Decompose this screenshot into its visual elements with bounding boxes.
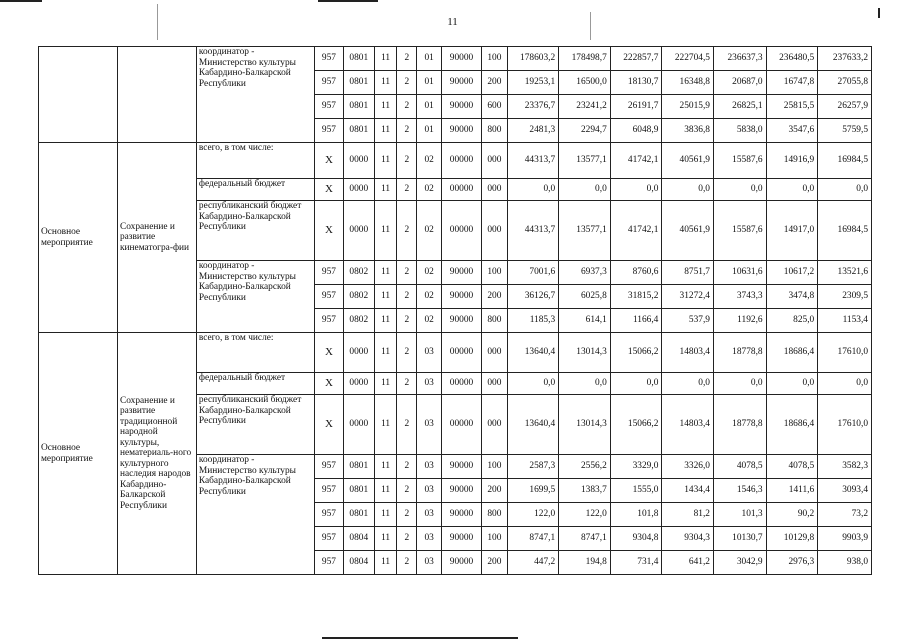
code-cell-pgp: 2	[397, 455, 417, 479]
table-row	[39, 143, 872, 179]
code-cell-gp: 11	[374, 395, 396, 455]
code-cell-gp: 11	[374, 455, 396, 479]
amount-cell: 122,0	[507, 503, 559, 527]
code-cell-vr: 800	[482, 119, 507, 143]
source-label-cell: федеральный бюджет	[196, 179, 314, 201]
code-cell-pgp: 2	[397, 333, 417, 373]
code-cell-nr: 90000	[441, 455, 481, 479]
source-label-cell: координатор - Министерство культуры Кабардино-Балкарской Республики	[196, 47, 314, 143]
code-cell-nr: 90000	[441, 551, 481, 575]
code-cell-vr: 200	[482, 71, 507, 95]
amount-cell: 10631,6	[713, 261, 766, 285]
code-cell-vr: 200	[482, 479, 507, 503]
code-cell-grbs: 957	[315, 503, 343, 527]
amount-cell: 3743,3	[713, 285, 766, 309]
code-cell-vr: 200	[482, 551, 507, 575]
code-cell-om: 03	[417, 527, 441, 551]
code-cell-rzpr: 0000	[343, 143, 374, 179]
code-cell-nr: 00000	[441, 395, 481, 455]
code-cell-gp: 11	[374, 179, 396, 201]
code-cell-pgp: 2	[397, 47, 417, 71]
source-label-cell: республиканский бюджет Кабардино-Балкарской Республики	[196, 201, 314, 261]
amount-cell: 101,8	[610, 503, 662, 527]
amount-cell: 13640,4	[507, 395, 559, 455]
amount-cell: 0,0	[559, 373, 611, 395]
event-name-cell	[117, 47, 196, 143]
code-cell-gp: 11	[374, 201, 396, 261]
budget-table-body	[39, 47, 872, 575]
code-cell-rzpr: 0801	[343, 119, 374, 143]
code-cell-om: 03	[417, 551, 441, 575]
amount-cell: 731,4	[610, 551, 662, 575]
code-cell-pgp: 2	[397, 95, 417, 119]
code-cell-rzpr: 0801	[343, 503, 374, 527]
amount-cell: 6048,9	[610, 119, 662, 143]
amount-cell: 2309,5	[818, 285, 872, 309]
amount-cell: 1166,4	[610, 309, 662, 333]
code-cell-nr: 90000	[441, 309, 481, 333]
amount-cell: 194,8	[559, 551, 611, 575]
budget-table	[38, 46, 872, 575]
code-cell-nr: 90000	[441, 285, 481, 309]
amount-cell: 26257,9	[818, 95, 872, 119]
amount-cell: 1555,0	[610, 479, 662, 503]
amount-cell: 14803,4	[662, 333, 714, 373]
amount-cell: 14916,9	[766, 143, 818, 179]
code-cell-nr: 90000	[441, 95, 481, 119]
amount-cell: 3582,3	[818, 455, 872, 479]
source-label-cell: координатор - Министерство культуры Кабардино-Балкарской Республики	[196, 455, 314, 575]
code-cell-grbs: 957	[315, 47, 343, 71]
amount-cell: 15587,6	[713, 201, 766, 261]
code-cell-rzpr: 0000	[343, 333, 374, 373]
scan-mark-top-center	[318, 0, 378, 2]
amount-cell: 10617,2	[766, 261, 818, 285]
code-cell-om: 03	[417, 479, 441, 503]
code-cell-nr: 90000	[441, 479, 481, 503]
amount-cell: 1546,3	[713, 479, 766, 503]
code-cell-nr: 00000	[441, 333, 481, 373]
code-cell-om: 03	[417, 373, 441, 395]
amount-cell: 0,0	[662, 373, 714, 395]
code-cell-gp: 11	[374, 373, 396, 395]
amount-cell: 14917,0	[766, 201, 818, 261]
code-cell-pgp: 2	[397, 285, 417, 309]
code-cell-grbs: 957	[315, 119, 343, 143]
amount-cell: 3836,8	[662, 119, 714, 143]
code-cell-gp: 11	[374, 503, 396, 527]
event-type-cell	[39, 47, 118, 143]
amount-cell: 13577,1	[559, 143, 611, 179]
code-cell-rzpr: 0801	[343, 479, 374, 503]
amount-cell: 0,0	[766, 373, 818, 395]
amount-cell: 1185,3	[507, 309, 559, 333]
amount-cell: 3042,9	[713, 551, 766, 575]
amount-cell: 0,0	[818, 179, 872, 201]
code-cell-vr: 000	[482, 395, 507, 455]
code-cell-gp: 11	[374, 261, 396, 285]
amount-cell: 825,0	[766, 309, 818, 333]
amount-cell: 90,2	[766, 503, 818, 527]
amount-cell: 0,0	[610, 373, 662, 395]
code-cell-om: 02	[417, 201, 441, 261]
amount-cell: 27055,8	[818, 71, 872, 95]
scan-mark-center-vertical	[590, 12, 591, 40]
amount-cell: 8751,7	[662, 261, 714, 285]
code-cell-grbs: 957	[315, 309, 343, 333]
code-cell-grbs: 957	[315, 455, 343, 479]
code-cell-grbs: 957	[315, 261, 343, 285]
amount-cell: 1699,5	[507, 479, 559, 503]
code-cell-gp: 11	[374, 119, 396, 143]
amount-cell: 8747,1	[507, 527, 559, 551]
amount-cell: 447,2	[507, 551, 559, 575]
amount-cell: 41742,1	[610, 143, 662, 179]
code-cell-om: 02	[417, 285, 441, 309]
code-cell-grbs: Х	[315, 373, 343, 395]
amount-cell: 10130,7	[713, 527, 766, 551]
code-cell-om: 02	[417, 179, 441, 201]
amount-cell: 17610,0	[818, 333, 872, 373]
amount-cell: 641,2	[662, 551, 714, 575]
amount-cell: 41742,1	[610, 201, 662, 261]
code-cell-gp: 11	[374, 71, 396, 95]
amount-cell: 18130,7	[610, 71, 662, 95]
code-cell-grbs: Х	[315, 201, 343, 261]
event-name-cell: Сохранение и развитие кинематогра-фии	[117, 143, 196, 333]
amount-cell: 20687,0	[713, 71, 766, 95]
code-cell-grbs: 957	[315, 95, 343, 119]
table-row	[39, 333, 872, 373]
amount-cell: 8760,6	[610, 261, 662, 285]
amount-cell: 1411,6	[766, 479, 818, 503]
amount-cell: 13521,6	[818, 261, 872, 285]
amount-cell: 101,3	[713, 503, 766, 527]
amount-cell: 31815,2	[610, 285, 662, 309]
amount-cell: 16984,5	[818, 143, 872, 179]
code-cell-nr: 00000	[441, 143, 481, 179]
code-cell-grbs: Х	[315, 143, 343, 179]
code-cell-gp: 11	[374, 285, 396, 309]
amount-cell: 4078,5	[713, 455, 766, 479]
code-cell-nr: 90000	[441, 503, 481, 527]
code-cell-gp: 11	[374, 95, 396, 119]
source-label-cell: федеральный бюджет	[196, 373, 314, 395]
amount-cell: 3329,0	[610, 455, 662, 479]
code-cell-gp: 11	[374, 47, 396, 71]
code-cell-gp: 11	[374, 479, 396, 503]
code-cell-pgp: 2	[397, 309, 417, 333]
code-cell-om: 03	[417, 395, 441, 455]
code-cell-grbs: 957	[315, 551, 343, 575]
amount-cell: 36126,7	[507, 285, 559, 309]
amount-cell: 9903,9	[818, 527, 872, 551]
code-cell-vr: 800	[482, 503, 507, 527]
amount-cell: 2556,2	[559, 455, 611, 479]
amount-cell: 222704,5	[662, 47, 714, 71]
code-cell-gp: 11	[374, 143, 396, 179]
amount-cell: 26191,7	[610, 95, 662, 119]
amount-cell: 1192,6	[713, 309, 766, 333]
code-cell-pgp: 2	[397, 527, 417, 551]
page-number: 11	[447, 16, 458, 28]
code-cell-nr: 00000	[441, 373, 481, 395]
amount-cell: 5838,0	[713, 119, 766, 143]
scan-mark-top-left	[0, 0, 42, 2]
code-cell-rzpr: 0000	[343, 179, 374, 201]
amount-cell: 178498,7	[559, 47, 611, 71]
code-cell-vr: 100	[482, 47, 507, 71]
code-cell-rzpr: 0801	[343, 47, 374, 71]
code-cell-nr: 00000	[441, 201, 481, 261]
code-cell-grbs: Х	[315, 179, 343, 201]
amount-cell: 17610,0	[818, 395, 872, 455]
amount-cell: 3547,6	[766, 119, 818, 143]
code-cell-pgp: 2	[397, 373, 417, 395]
code-cell-om: 01	[417, 71, 441, 95]
amount-cell: 1383,7	[559, 479, 611, 503]
amount-cell: 13577,1	[559, 201, 611, 261]
amount-cell: 31272,4	[662, 285, 714, 309]
amount-cell: 537,9	[662, 309, 714, 333]
amount-cell: 40561,9	[662, 143, 714, 179]
event-type-cell: Основное мероприятие	[39, 333, 118, 575]
amount-cell: 0,0	[662, 179, 714, 201]
scan-mark-left-vertical	[157, 4, 158, 40]
amount-cell: 237633,2	[818, 47, 872, 71]
amount-cell: 26825,1	[713, 95, 766, 119]
amount-cell: 4078,5	[766, 455, 818, 479]
amount-cell: 16747,8	[766, 71, 818, 95]
code-cell-om: 01	[417, 119, 441, 143]
amount-cell: 3093,4	[818, 479, 872, 503]
amount-cell: 15587,6	[713, 143, 766, 179]
code-cell-gp: 11	[374, 309, 396, 333]
code-cell-rzpr: 0804	[343, 551, 374, 575]
code-cell-nr: 90000	[441, 119, 481, 143]
code-cell-grbs: 957	[315, 527, 343, 551]
amount-cell: 9304,8	[610, 527, 662, 551]
amount-cell: 18778,8	[713, 395, 766, 455]
amount-cell: 73,2	[818, 503, 872, 527]
amount-cell: 18778,8	[713, 333, 766, 373]
amount-cell: 18686,4	[766, 395, 818, 455]
amount-cell: 2481,3	[507, 119, 559, 143]
code-cell-vr: 200	[482, 285, 507, 309]
amount-cell: 10129,8	[766, 527, 818, 551]
code-cell-rzpr: 0000	[343, 373, 374, 395]
amount-cell: 9304,3	[662, 527, 714, 551]
code-cell-gp: 11	[374, 527, 396, 551]
amount-cell: 0,0	[559, 179, 611, 201]
code-cell-grbs: 957	[315, 479, 343, 503]
code-cell-rzpr: 0802	[343, 261, 374, 285]
amount-cell: 122,0	[559, 503, 611, 527]
scan-mark-bottom	[322, 637, 518, 639]
code-cell-nr: 90000	[441, 47, 481, 71]
event-name-cell: Сохранение и развитие традиционной народной культуры, нематериаль-ного культурного наследия народов Кабардино-Балкарской Республики	[117, 333, 196, 575]
code-cell-vr: 100	[482, 261, 507, 285]
amount-cell: 2976,3	[766, 551, 818, 575]
amount-cell: 236637,3	[713, 47, 766, 71]
table-row	[39, 47, 872, 71]
amount-cell: 1434,4	[662, 479, 714, 503]
amount-cell: 40561,9	[662, 201, 714, 261]
code-cell-pgp: 2	[397, 119, 417, 143]
code-cell-rzpr: 0804	[343, 527, 374, 551]
code-cell-vr: 600	[482, 95, 507, 119]
code-cell-rzpr: 0801	[343, 71, 374, 95]
amount-cell: 25015,9	[662, 95, 714, 119]
code-cell-om: 03	[417, 333, 441, 373]
code-cell-gp: 11	[374, 551, 396, 575]
amount-cell: 0,0	[507, 373, 559, 395]
amount-cell: 81,2	[662, 503, 714, 527]
code-cell-pgp: 2	[397, 395, 417, 455]
amount-cell: 23241,2	[559, 95, 611, 119]
code-cell-rzpr: 0000	[343, 201, 374, 261]
amount-cell: 6025,8	[559, 285, 611, 309]
source-label-cell: республиканский бюджет Кабардино-Балкарской Республики	[196, 395, 314, 455]
amount-cell: 0,0	[713, 179, 766, 201]
code-cell-rzpr: 0801	[343, 455, 374, 479]
amount-cell: 236480,5	[766, 47, 818, 71]
code-cell-pgp: 2	[397, 551, 417, 575]
code-cell-pgp: 2	[397, 261, 417, 285]
code-cell-pgp: 2	[397, 479, 417, 503]
amount-cell: 938,0	[818, 551, 872, 575]
amount-cell: 7001,6	[507, 261, 559, 285]
amount-cell: 614,1	[559, 309, 611, 333]
event-type-cell: Основное мероприятие	[39, 143, 118, 333]
amount-cell: 2587,3	[507, 455, 559, 479]
amount-cell: 178603,2	[507, 47, 559, 71]
code-cell-vr: 000	[482, 179, 507, 201]
code-cell-om: 03	[417, 455, 441, 479]
code-cell-rzpr: 0000	[343, 395, 374, 455]
amount-cell: 0,0	[713, 373, 766, 395]
amount-cell: 13014,3	[559, 395, 611, 455]
amount-cell: 44313,7	[507, 201, 559, 261]
amount-cell: 18686,4	[766, 333, 818, 373]
amount-cell: 0,0	[818, 373, 872, 395]
code-cell-rzpr: 0802	[343, 309, 374, 333]
code-cell-pgp: 2	[397, 71, 417, 95]
amount-cell: 13640,4	[507, 333, 559, 373]
amount-cell: 16984,5	[818, 201, 872, 261]
amount-cell: 16500,0	[559, 71, 611, 95]
amount-cell: 19253,1	[507, 71, 559, 95]
amount-cell: 13014,3	[559, 333, 611, 373]
amount-cell: 5759,5	[818, 119, 872, 143]
amount-cell: 0,0	[766, 179, 818, 201]
amount-cell: 0,0	[507, 179, 559, 201]
code-cell-pgp: 2	[397, 143, 417, 179]
code-cell-om: 02	[417, 261, 441, 285]
scan-mark-top-right	[878, 8, 880, 18]
code-cell-pgp: 2	[397, 201, 417, 261]
source-label-cell: всего, в том числе:	[196, 143, 314, 179]
amount-cell: 23376,7	[507, 95, 559, 119]
amount-cell: 44313,7	[507, 143, 559, 179]
amount-cell: 222857,7	[610, 47, 662, 71]
amount-cell: 16348,8	[662, 71, 714, 95]
code-cell-pgp: 2	[397, 179, 417, 201]
amount-cell: 2294,7	[559, 119, 611, 143]
code-cell-grbs: Х	[315, 395, 343, 455]
code-cell-grbs: Х	[315, 333, 343, 373]
code-cell-om: 02	[417, 309, 441, 333]
code-cell-grbs: 957	[315, 285, 343, 309]
code-cell-om: 01	[417, 95, 441, 119]
amount-cell: 8747,1	[559, 527, 611, 551]
code-cell-nr: 90000	[441, 261, 481, 285]
amount-cell: 1153,4	[818, 309, 872, 333]
code-cell-vr: 000	[482, 373, 507, 395]
amount-cell: 14803,4	[662, 395, 714, 455]
amount-cell: 0,0	[610, 179, 662, 201]
amount-cell: 3474,8	[766, 285, 818, 309]
code-cell-nr: 00000	[441, 179, 481, 201]
source-label-cell: всего, в том числе:	[196, 333, 314, 373]
code-cell-grbs: 957	[315, 71, 343, 95]
amount-cell: 15066,2	[610, 395, 662, 455]
code-cell-vr: 000	[482, 201, 507, 261]
code-cell-gp: 11	[374, 333, 396, 373]
amount-cell: 25815,5	[766, 95, 818, 119]
amount-cell: 3326,0	[662, 455, 714, 479]
code-cell-om: 01	[417, 47, 441, 71]
code-cell-pgp: 2	[397, 503, 417, 527]
code-cell-nr: 90000	[441, 527, 481, 551]
code-cell-rzpr: 0801	[343, 95, 374, 119]
code-cell-nr: 90000	[441, 71, 481, 95]
code-cell-rzpr: 0802	[343, 285, 374, 309]
code-cell-vr: 800	[482, 309, 507, 333]
amount-cell: 6937,3	[559, 261, 611, 285]
amount-cell: 15066,2	[610, 333, 662, 373]
code-cell-vr: 100	[482, 527, 507, 551]
code-cell-vr: 000	[482, 143, 507, 179]
source-label-cell: координатор - Министерство культуры Кабардино-Балкарской Республики	[196, 261, 314, 333]
code-cell-vr: 000	[482, 333, 507, 373]
code-cell-om: 02	[417, 143, 441, 179]
code-cell-vr: 100	[482, 455, 507, 479]
code-cell-om: 03	[417, 503, 441, 527]
